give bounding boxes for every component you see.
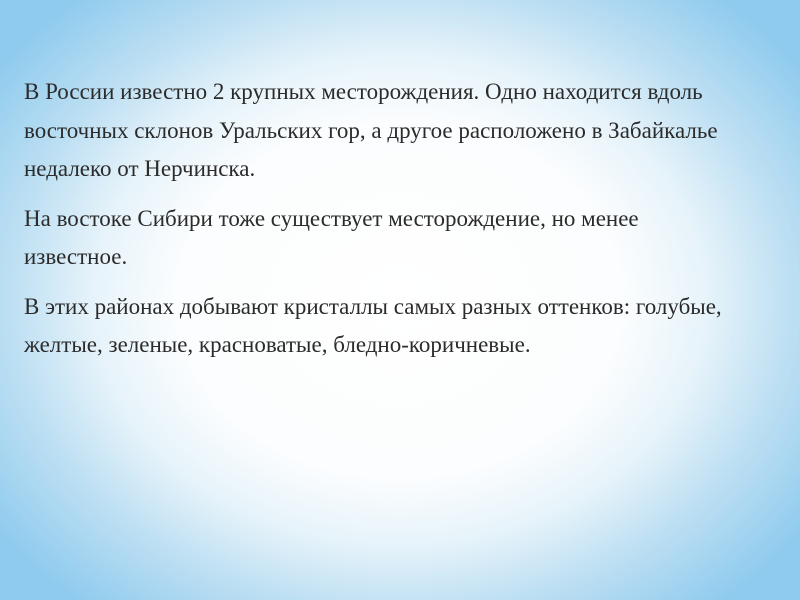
paragraph-siberia-deposit: На востоке Сибири тоже существует месторождение, но менее известное.: [24, 205, 639, 269]
slide-text-body: [24, 73, 744, 365]
paragraph-deposits-russia: В России известно 2 крупных месторождения. Одно находится вдоль восточных склонов Уральских гор, а другое расположено в Забайкалье недалеко от Нерчинска.: [24, 79, 718, 181]
paragraph-crystal-colors: В этих районах добывают кристаллы самых разных оттенков: голубые, желтые, зеленые, красноватые, бледно-коричневые.: [24, 293, 722, 357]
